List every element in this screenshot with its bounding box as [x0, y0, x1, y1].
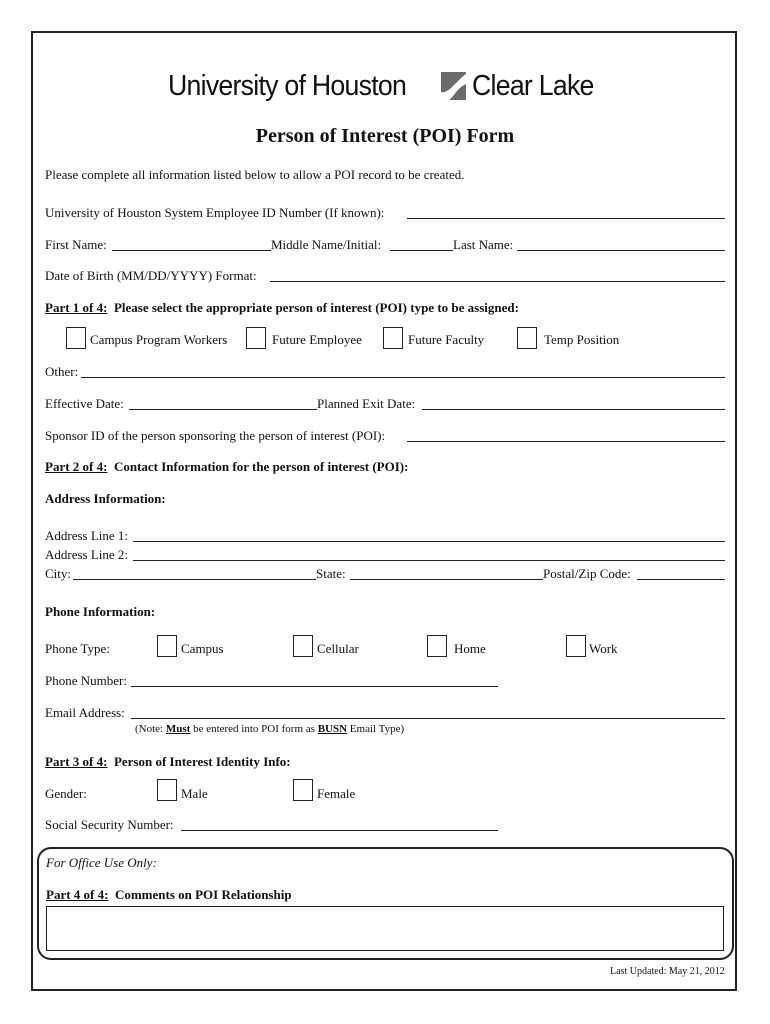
last-name-field[interactable]: [517, 250, 725, 251]
future-employee-label: Future Employee: [272, 332, 362, 347]
middle-name-label: Middle Name/Initial:: [271, 237, 382, 252]
phone-home-checkbox[interactable]: [427, 635, 447, 657]
gender-female-checkbox[interactable]: [293, 779, 313, 801]
phone-cellular-checkbox[interactable]: [293, 635, 313, 657]
future-faculty-checkbox[interactable]: [383, 327, 403, 349]
campus-program-workers-checkbox[interactable]: [66, 327, 86, 349]
employee-id-label: University of Houston System Employee ID Number (If known):: [45, 205, 385, 220]
address1-label: Address Line 1:: [45, 528, 129, 543]
temp-position-label: Temp Position: [544, 332, 620, 347]
address1-field[interactable]: [133, 541, 725, 542]
city-label: City:: [45, 566, 72, 581]
email-label: Email Address:: [45, 705, 125, 720]
intro-text: Please complete all information listed below to allow a POI record to be created.: [45, 167, 465, 182]
temp-position-checkbox[interactable]: [517, 327, 537, 349]
gender-male-label: Male: [181, 786, 208, 801]
phone-campus-label: Campus: [181, 641, 224, 656]
phone-campus-checkbox[interactable]: [157, 635, 177, 657]
planned-exit-label: Planned Exit Date:: [317, 396, 416, 411]
phone-number-label: Phone Number:: [45, 673, 127, 688]
sponsor-field[interactable]: [407, 441, 725, 442]
logo-mark-icon: [441, 72, 466, 100]
dob-field[interactable]: [270, 281, 725, 282]
sponsor-label: Sponsor ID of the person sponsoring the person of interest (POI):: [45, 428, 386, 443]
gender-female-label: Female: [317, 786, 356, 801]
page-title: Person of Interest (POI) Form: [255, 125, 515, 147]
future-employee-checkbox[interactable]: [246, 327, 266, 349]
future-faculty-label: Future Faculty: [408, 332, 485, 347]
employee-id-field[interactable]: [407, 218, 725, 219]
first-name-label: First Name:: [45, 237, 107, 252]
city-field[interactable]: [73, 579, 316, 580]
part2-heading: Part 2 of 4: Contact Information for the person of interest (POI):: [45, 459, 409, 474]
other-field[interactable]: [81, 377, 725, 378]
planned-exit-field[interactable]: [422, 409, 725, 410]
phone-home-label: Home: [454, 641, 486, 656]
phone-type-label: Phone Type:: [45, 641, 110, 656]
zip-field[interactable]: [637, 579, 725, 580]
phone-number-field[interactable]: [131, 686, 498, 687]
email-field[interactable]: [131, 718, 725, 719]
email-note: (Note: Must be entered into POI form as BUSN Email Type): [135, 723, 405, 735]
phone-work-checkbox[interactable]: [566, 635, 586, 657]
part4-heading: Part 4 of 4: Comments on POI Relationship: [46, 887, 292, 902]
office-use-heading: For Office Use Only:: [46, 855, 157, 870]
other-label: Other:: [45, 364, 79, 379]
part1-heading: Part 1 of 4: Please select the appropriate person of interest (POI) type to be assigned:: [45, 300, 519, 315]
gender-male-checkbox[interactable]: [157, 779, 177, 801]
middle-name-field[interactable]: [390, 250, 453, 251]
effective-date-label: Effective Date:: [45, 396, 124, 411]
last-name-label: Last Name:: [453, 237, 514, 252]
effective-date-field[interactable]: [129, 409, 317, 410]
phone-work-label: Work: [589, 641, 618, 656]
state-label: State:: [316, 566, 346, 581]
ssn-field[interactable]: [181, 830, 498, 831]
ssn-label: Social Security Number:: [45, 817, 174, 832]
address2-label: Address Line 2:: [45, 547, 129, 562]
phone-cellular-label: Cellular: [317, 641, 359, 656]
logo-left-text: University of Houston: [168, 70, 407, 102]
address-heading: Address Information:: [45, 491, 166, 506]
part3-heading: Part 3 of 4: Person of Interest Identity Info:: [45, 754, 291, 769]
comments-textarea[interactable]: [46, 906, 724, 951]
gender-label: Gender:: [45, 786, 87, 801]
address2-field[interactable]: [133, 560, 725, 561]
state-field[interactable]: [350, 579, 543, 580]
dob-label: Date of Birth (MM/DD/YYYY) Format:: [45, 268, 257, 283]
logo-right-text: Clear Lake: [472, 70, 594, 102]
zip-label: Postal/Zip Code:: [543, 566, 631, 581]
first-name-field[interactable]: [112, 250, 271, 251]
last-updated: Last Updated: May 21, 2012: [610, 966, 725, 977]
campus-program-workers-label: Campus Program Workers: [90, 332, 228, 347]
phone-heading: Phone Information:: [45, 604, 156, 619]
